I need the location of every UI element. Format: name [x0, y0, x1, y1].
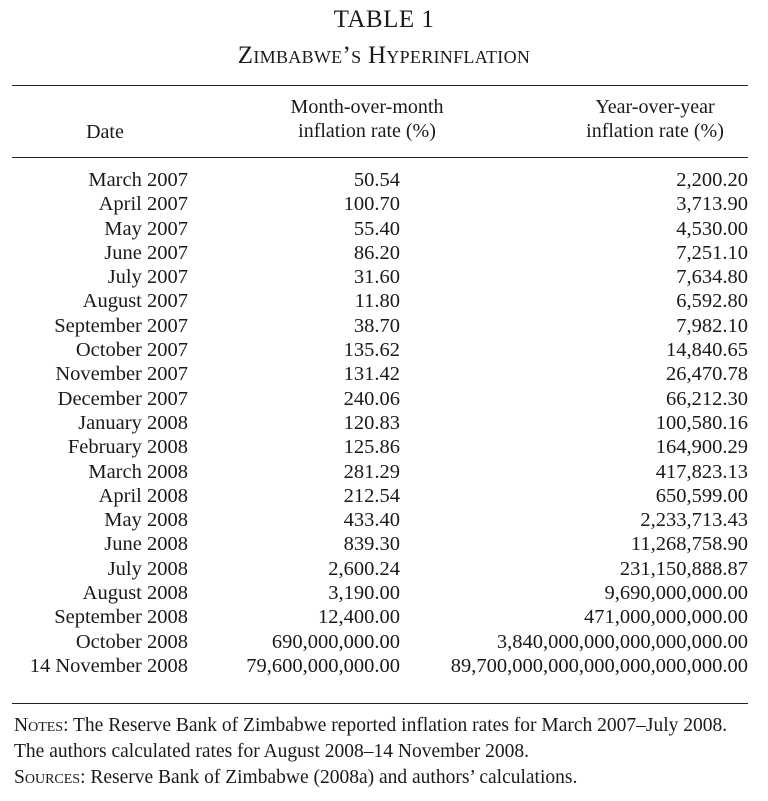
date-cell: April 2007 — [98, 193, 188, 216]
date-cell: January 2008 — [78, 411, 188, 434]
date-cell: October 2007 — [75, 339, 188, 362]
header-mom-line2: inflation rate (%) — [298, 120, 436, 142]
date-cell: April 2008 — [98, 484, 188, 507]
table-row — [0, 314, 768, 338]
yoy-cell: 6,592.80 — [676, 290, 748, 313]
sources-label: Sources: — [14, 767, 86, 788]
mom-cell: 131.42 — [343, 363, 400, 386]
yoy-cell: 650,599.00 — [655, 484, 748, 507]
table-row — [0, 387, 768, 411]
yoy-cell: 66,212.30 — [666, 387, 748, 410]
yoy-cell: 7,251.10 — [676, 241, 748, 264]
notes-text: The Reserve Bank of Zimbabwe reported inflation rates for March 2007–July 2008. The authors calculated rates for August 2008–14 November 2008. — [14, 715, 728, 762]
header-year-over-year — [555, 95, 755, 143]
mom-cell: 100.70 — [343, 193, 400, 216]
yoy-cell: 3,713.90 — [676, 193, 748, 216]
yoy-cell: 11,268,758.90 — [630, 533, 748, 556]
date-cell: September 2007 — [54, 314, 188, 337]
table-row — [0, 362, 768, 386]
mom-cell: 240.06 — [343, 387, 400, 410]
mom-cell: 3,190.00 — [328, 582, 400, 605]
table-body — [0, 168, 768, 678]
mom-cell: 281.29 — [343, 460, 400, 483]
yoy-cell: 231,150,888.87 — [619, 557, 748, 580]
yoy-cell: 14,840.65 — [666, 339, 748, 362]
mom-cell: 50.54 — [353, 169, 400, 191]
yoy-cell: 7,982.10 — [676, 314, 748, 337]
yoy-cell: 89,700,000,000,000,000,000,000.00 — [450, 654, 748, 677]
date-cell: November 2007 — [55, 363, 188, 386]
table-row — [0, 241, 768, 265]
yoy-cell: 2,233,713.43 — [640, 509, 748, 532]
date-cell: July 2007 — [107, 266, 188, 289]
bottom-rule — [12, 703, 748, 704]
table-row — [0, 508, 768, 532]
yoy-cell: 100,580.16 — [655, 411, 748, 434]
table-row — [0, 532, 768, 556]
date-cell: August 2007 — [82, 290, 188, 313]
yoy-cell: 7,634.80 — [676, 266, 748, 289]
date-cell: June 2008 — [104, 533, 188, 556]
mom-cell: 125.86 — [343, 436, 400, 459]
mom-cell: 120.83 — [343, 411, 400, 434]
table-row — [0, 289, 768, 313]
yoy-cell: 26,470.78 — [666, 363, 748, 386]
date-cell: September 2008 — [54, 606, 188, 629]
table-row — [0, 265, 768, 289]
mom-cell: 212.54 — [343, 484, 400, 507]
date-cell: July 2008 — [107, 557, 188, 580]
date-cell: December 2007 — [57, 387, 188, 410]
yoy-cell: 3,840,000,000,000,000,000.00 — [496, 630, 748, 653]
table-row — [0, 630, 768, 654]
header-yoy-line2: inflation rate (%) — [586, 120, 724, 142]
mom-cell: 2,600.24 — [328, 557, 400, 580]
sources-text: Reserve Bank of Zimbabwe (2008a) and authors’ calculations. — [85, 767, 578, 788]
date-cell: August 2008 — [82, 582, 188, 605]
yoy-cell: 4,530.00 — [676, 217, 748, 240]
mom-cell: 12,400.00 — [318, 606, 400, 629]
mom-cell: 79,600,000,000.00 — [246, 654, 400, 677]
header-date: Date — [86, 121, 124, 143]
table-row — [0, 557, 768, 581]
table-row — [0, 192, 768, 216]
table-row — [0, 217, 768, 241]
date-cell: March 2008 — [88, 460, 188, 483]
yoy-cell: 471,000,000,000.00 — [584, 606, 748, 629]
table-row — [0, 168, 768, 192]
table-title: Zimbabwe’s Hyperinflation — [237, 42, 531, 69]
table-row — [0, 654, 768, 678]
yoy-cell: 9,690,000,000.00 — [604, 582, 748, 605]
date-cell: March 2007 — [88, 169, 188, 191]
table-row — [0, 460, 768, 484]
table-row — [0, 581, 768, 605]
mom-cell: 86.20 — [353, 241, 400, 264]
header-yoy-line1: Year-over-year — [595, 96, 715, 118]
header-rule — [12, 157, 748, 158]
date-cell: 14 November 2008 — [29, 654, 188, 677]
mom-cell: 839.30 — [343, 533, 400, 556]
table-row — [0, 411, 768, 435]
yoy-cell: 164,900.29 — [655, 436, 748, 459]
date-cell: October 2008 — [75, 630, 188, 653]
table-row — [0, 435, 768, 459]
date-cell: May 2008 — [104, 509, 188, 532]
header-month-over-month — [262, 95, 472, 143]
top-rule — [12, 85, 748, 86]
mom-cell: 31.60 — [353, 266, 400, 289]
date-cell: June 2007 — [104, 241, 188, 264]
mom-cell: 690,000,000.00 — [271, 630, 400, 653]
mom-cell: 38.70 — [353, 314, 400, 337]
table-notes — [14, 713, 754, 791]
notes-label: Notes: — [14, 715, 69, 736]
mom-cell: 135.62 — [343, 339, 400, 362]
date-cell: May 2007 — [104, 217, 188, 240]
mom-cell: 433.40 — [343, 509, 400, 532]
mom-cell: 55.40 — [353, 217, 400, 240]
table-row — [0, 605, 768, 629]
mom-cell: 11.80 — [354, 290, 400, 313]
table-row — [0, 338, 768, 362]
date-cell: February 2008 — [67, 436, 188, 459]
table-row — [0, 484, 768, 508]
yoy-cell: 417,823.13 — [655, 460, 748, 483]
table-number: TABLE 1 — [333, 6, 435, 33]
header-mom-line1: Month-over-month — [290, 96, 444, 118]
yoy-cell: 2,200.20 — [676, 169, 748, 191]
